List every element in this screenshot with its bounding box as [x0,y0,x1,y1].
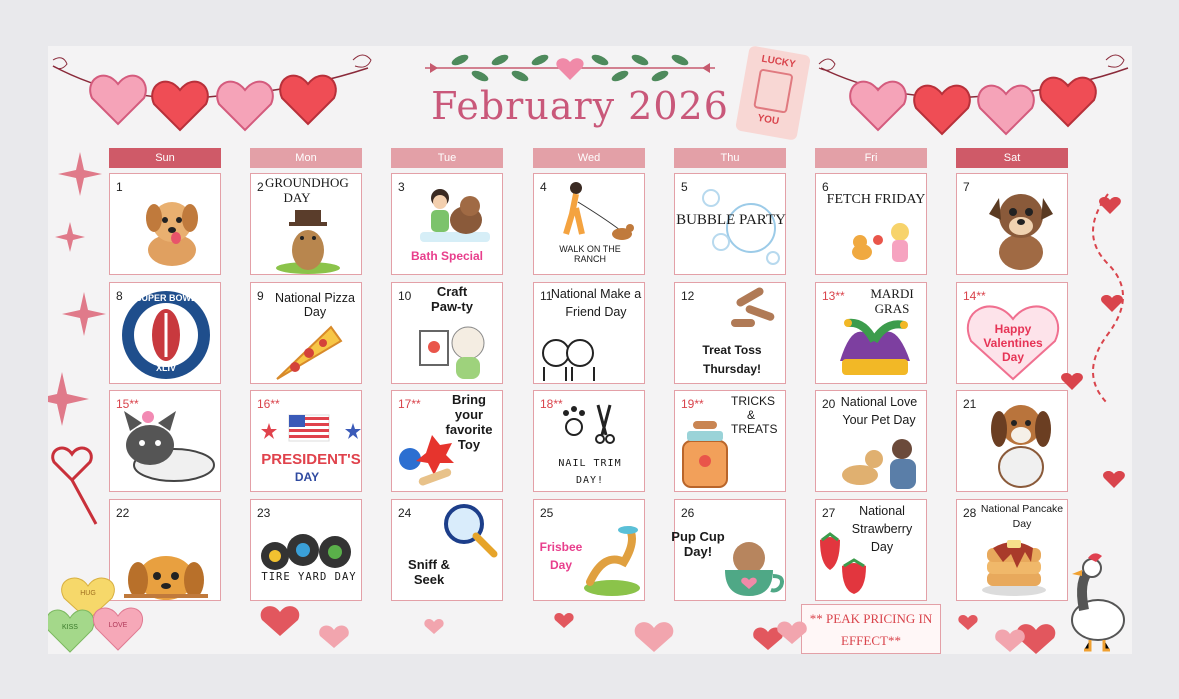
candy-heart-hug: HUG [80,590,96,597]
day-cell-4 [533,173,645,275]
dog-bath-icon [420,182,490,246]
day-cell-19 [674,390,786,492]
lucky-card [735,46,811,141]
candy-heart-kiss: KISS [62,624,78,631]
tires-icon [257,530,357,570]
two-dogs-icon [536,337,602,383]
heart-trail-icon [1058,186,1132,506]
event-walk-on-the-ranch: WALK ON THE RANCH [559,244,621,265]
event-bubble-party: BUBBLE PARTY [676,212,786,228]
day-number: 23 [257,506,271,520]
day-number: 9 [257,289,264,303]
dog-walker-icon [554,178,634,242]
you-label: YOU [756,112,780,128]
calendar-sheet [48,46,1132,654]
event-treat-toss-thursday: Treat Toss Thursday! [702,343,762,376]
day-number: 8 [116,289,123,303]
event-national-make-a-friend-day: National Make a Friend Day [550,287,642,320]
day-number: 18** [540,397,563,411]
day-number: 14** [963,289,986,303]
day-number: 7 [963,180,970,194]
pup-cup-icon [719,536,785,600]
header-mon: Mon [250,148,362,168]
header-tue: Tue [391,148,503,168]
event-presidents: PRESIDENT'S [261,451,361,468]
pet-hug-icon [836,435,926,491]
day-cell-1 [109,173,221,275]
day-number: 27 [822,506,836,520]
calendar-title: February 2026 [431,84,729,128]
day-cell-10 [391,282,503,384]
strawberry-icon [816,526,880,596]
day-number: 26 [681,506,695,520]
day-number: 5 [681,180,688,194]
event-tire-yard-day: TIRE YARD DAY [261,571,357,583]
day-cell-23 [250,499,362,601]
event-sniff-and-seek: Sniff & Seek [408,557,450,587]
day-cell-8 [109,282,221,384]
day-cell-25 [533,499,645,601]
french-bulldog-icon [116,409,218,489]
day-number: 3 [398,180,405,194]
dog-treats-icon [725,285,785,333]
event-bring-your-favorite-toy: Bring your favorite Toy [445,392,493,452]
day-number: 20 [822,397,836,411]
puppy-icon [132,188,212,274]
day-number: 15** [116,397,139,411]
lucky-label: LUCKY [760,53,797,71]
jester-hat-icon [834,311,916,381]
event-fetch-friday: FETCH FRIDAY [826,192,926,207]
event-national-love-your-pet-day: National Love Your Pet Day [840,395,918,428]
frisbee-dog-icon [580,522,644,598]
badge-bottom-text: XLIV [155,363,176,373]
event-happy-valentines-day: Happy Valentines Day [983,322,1043,364]
day-cell-14 [956,282,1068,384]
day-number: 13** [822,289,845,303]
day-number: 22 [116,506,130,520]
header-fri: Fri [815,148,927,168]
groundhog-icon [273,206,343,274]
treat-jar-icon [679,421,731,491]
pizza-icon [273,323,343,383]
event-national-pancake-day: National Pancake Day [980,503,1064,531]
event-pup-cup-day: Pup Cup Day! [671,529,725,559]
heart-wand-icon [50,442,106,532]
day-cell-27 [815,499,927,601]
event-craft-pawty: Craft Paw-ty [431,284,473,314]
paw-clipper-icon [560,397,620,443]
day-cell-18 [533,390,645,492]
header-sat: Sat [956,148,1068,168]
day-number: 4 [540,180,547,194]
heart-garland-left [48,46,388,146]
event-groundhog-day: GROUNDHOG DAY [265,175,349,205]
heart-garland-right [816,46,1132,146]
fetch-icon [842,218,922,272]
day-number: 21 [963,397,977,411]
painting-dog-icon [414,323,494,383]
event-presidents-day: DAY [294,470,320,484]
card-pattern [753,68,793,113]
day-number: 10 [398,289,412,303]
toys-icon [396,431,458,489]
day-number: 11 [540,289,553,303]
day-cell-16 [250,390,362,492]
day-number: 1 [116,180,123,194]
floor-hearts-icon [248,602,1068,652]
day-cell-9 [250,282,362,384]
event-national-pizza-day: National Pizza Day [275,291,355,320]
day-cell-7 [956,173,1068,275]
day-cell-20 [815,390,927,492]
day-cell-2 [250,173,362,275]
day-cell-6 [815,173,927,275]
day-cell-26 [671,499,786,601]
day-number: 16** [257,397,280,411]
day-cell-3 [391,173,503,275]
day-cell-28 [956,499,1068,601]
magnifying-glass-icon [436,500,502,560]
event-national-strawberry-day: National Strawberry Day [851,504,913,555]
header-thu: Thu [674,148,786,168]
day-cell-15 [109,390,221,492]
day-number: 6 [822,180,829,194]
day-cell-21 [956,390,1068,492]
candy-hearts-icon [48,566,148,654]
header-wed: Wed [533,148,645,168]
day-number: 12 [681,289,695,303]
day-cell-5 [674,173,786,275]
day-number: 28 [963,506,977,520]
day-cell-17 [391,390,503,492]
day-cell-24 [391,499,503,601]
peak-pricing-note: ** PEAK PRICING IN EFFECT** [801,604,941,654]
day-number: 2 [257,180,264,194]
american-flag-icon [261,413,361,443]
goose-icon [1064,550,1130,654]
puppy-icon [981,180,1061,272]
badge-top-text: SUPER BOWL [135,293,197,303]
day-cell-13 [815,282,927,384]
event-frisbee-day: Frisbee Day [539,540,583,572]
day-number: 19** [681,397,704,411]
day-cell-11 [533,282,645,384]
beagle-icon [985,395,1055,491]
day-number: 24 [398,506,412,520]
event-bath-special: Bath Special [410,249,484,263]
day-cell-12 [674,282,786,384]
pancake-icon [981,536,1047,598]
header-sun: Sun [109,148,221,168]
day-number: 25 [540,506,554,520]
event-mardi-gras: MARDI GRAS [870,286,914,316]
day-number: 17** [398,397,421,411]
sparkle-icon [50,142,110,472]
candy-heart-love: LOVE [108,622,128,629]
event-tricks-and-treats: TRICKS & TREATS [731,394,778,436]
event-nail-trim-day: NAIL TRIM DAY! [558,458,622,486]
